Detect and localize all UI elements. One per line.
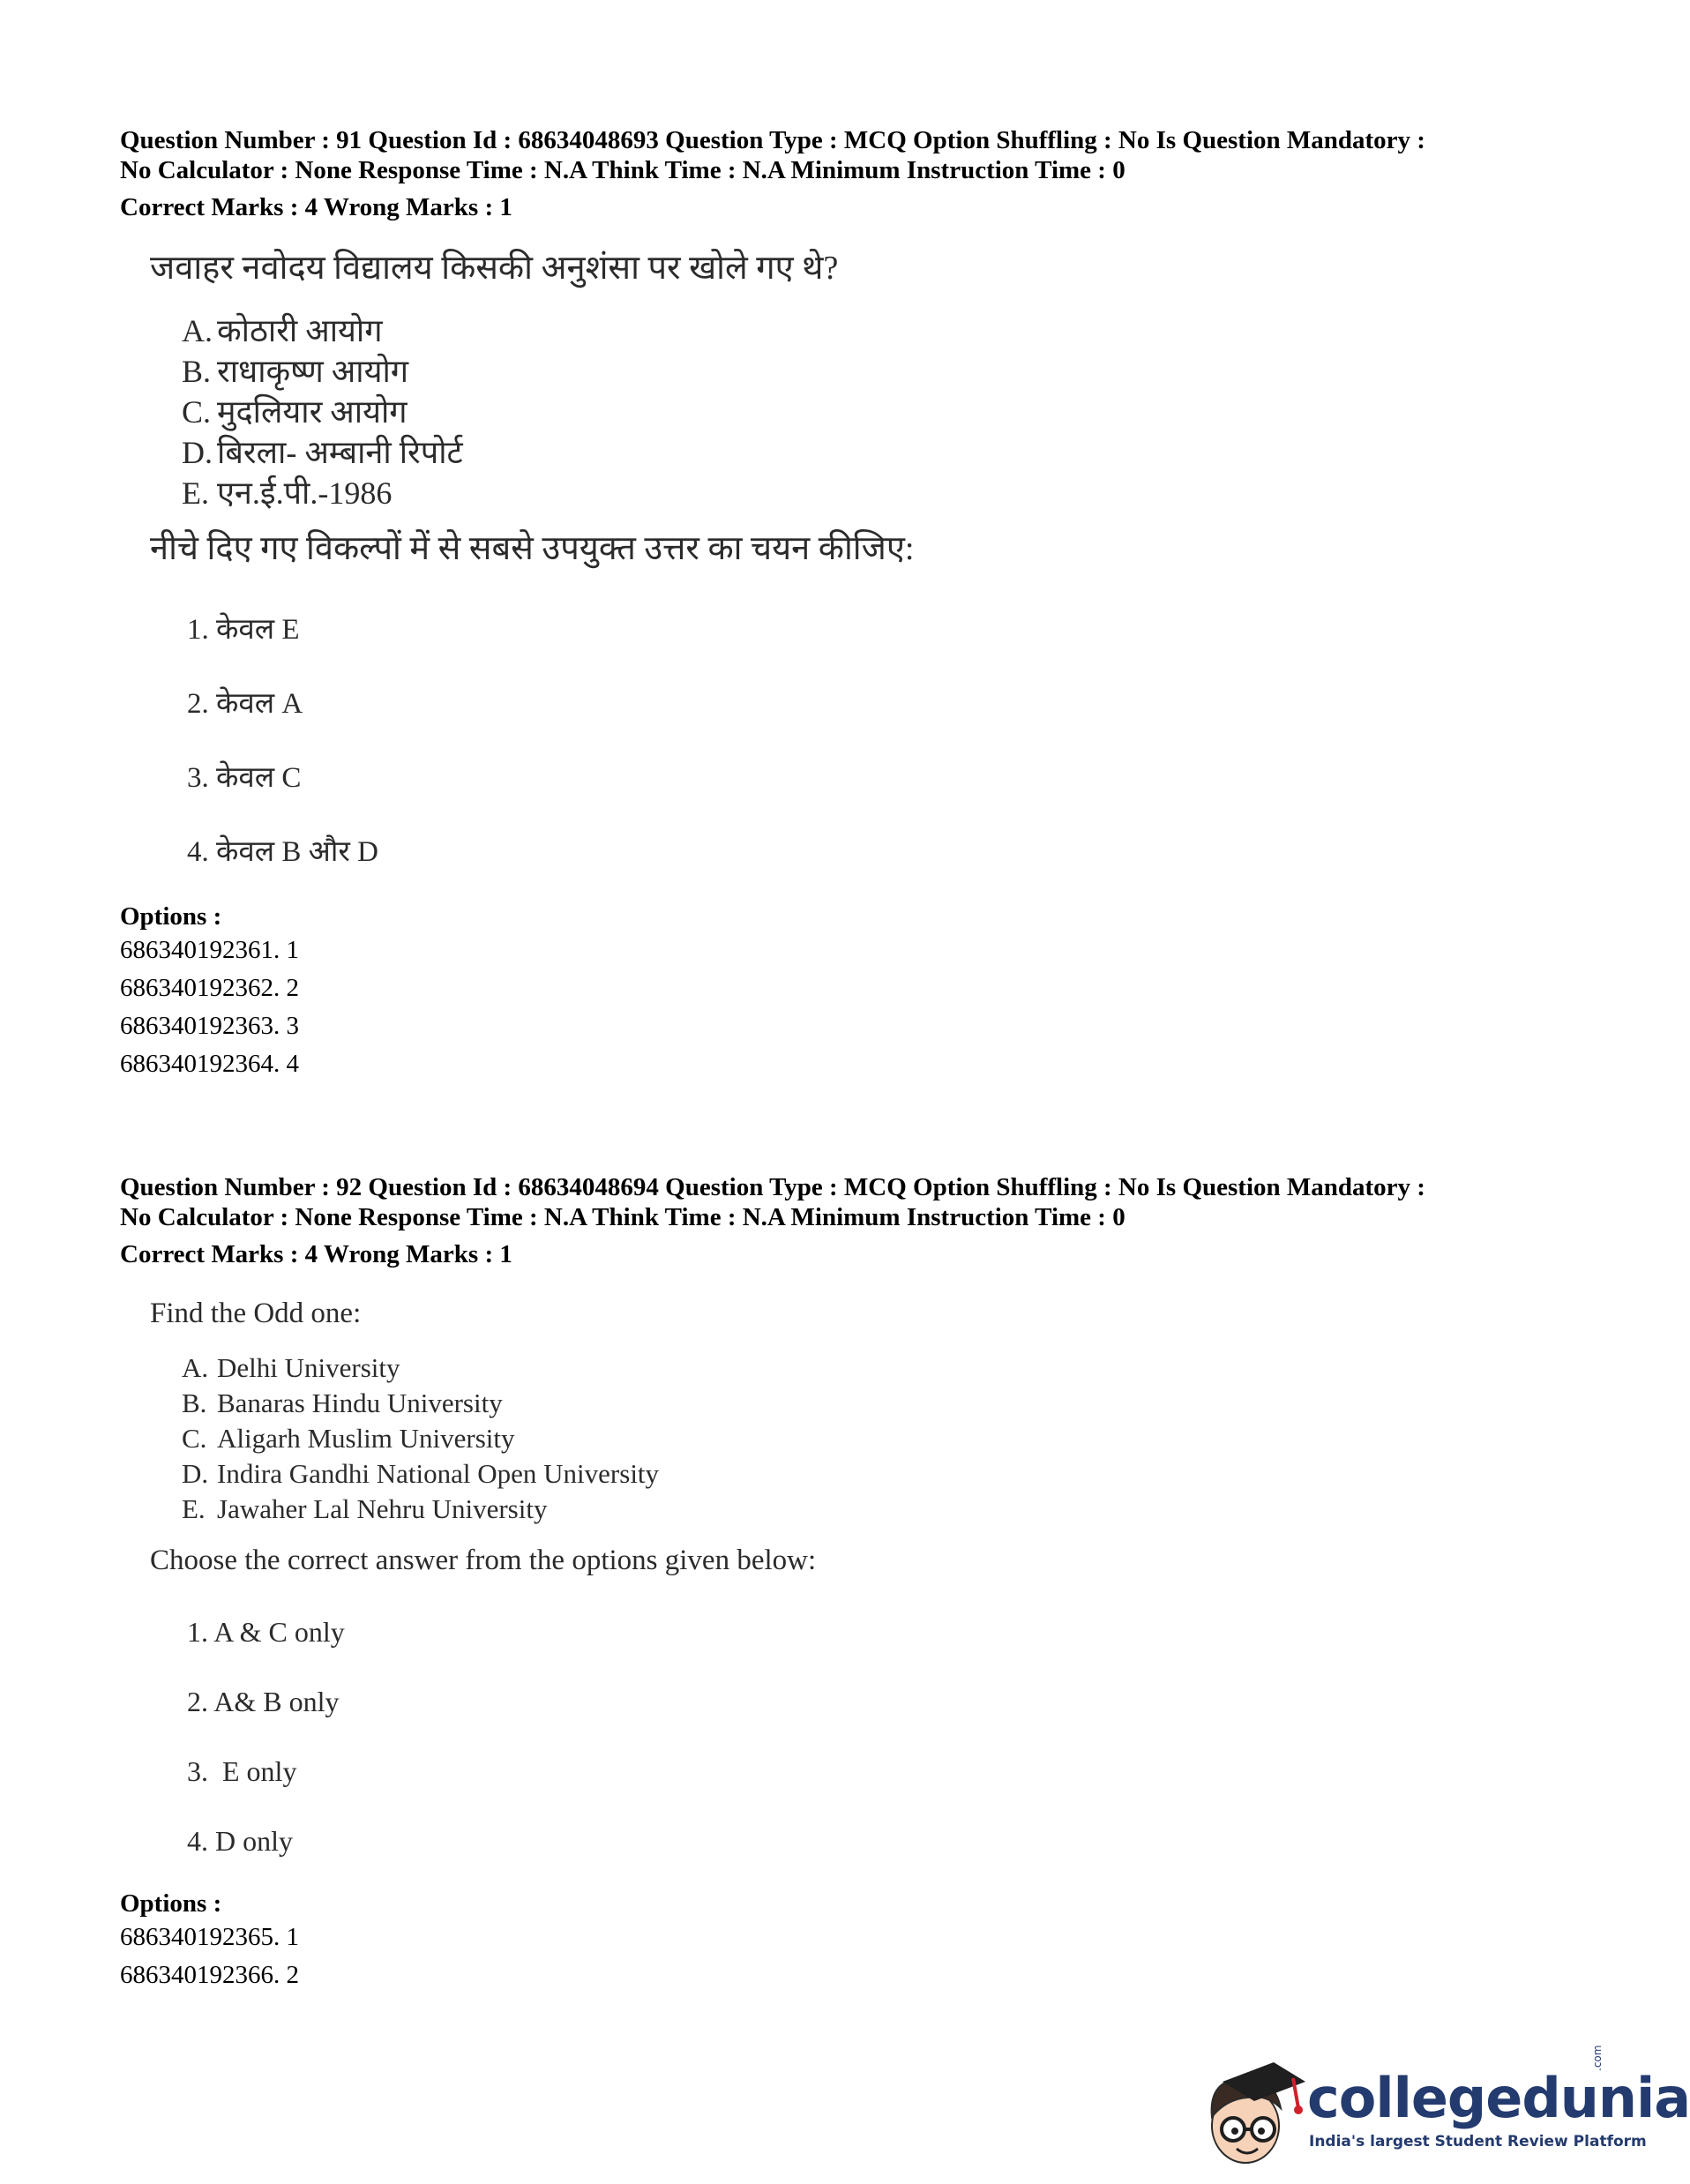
mascot-icon	[1196, 2055, 1311, 2179]
statement-item	[182, 1386, 1531, 1421]
question-instruction: नीचे दिए गए विकल्पों में से सबसे उपयुक्त उत्तर का चयन कीजिए:	[150, 530, 915, 567]
statement-item	[182, 1350, 1531, 1386]
statement-list	[182, 1350, 1531, 1527]
statement-item	[182, 473, 1531, 513]
logo-wordmark: collegedunia	[1307, 2066, 1690, 2130]
statement-text: Banaras Hindu University	[217, 1387, 503, 1418]
question-instruction: Choose the correct answer from the options given below:	[150, 1545, 817, 1576]
statement-letter: B.	[182, 354, 212, 389]
question-meta-line-1: Question Number : 92 Question Id : 68634048694 Question Type : MCQ Option Shuffling : No Is Question Mandatory :	[120, 1173, 1425, 1201]
question-image	[150, 1296, 1531, 1876]
statement-item	[182, 1456, 1531, 1492]
question-meta-line-1: Question Number : 91 Question Id : 68634048693 Question Type : MCQ Option Shuffling : No Is Question Mandatory :	[120, 126, 1425, 154]
question-stem: जवाहर नवोदय विद्यालय किसकी अनुशंसा पर खोले गए थे?	[150, 250, 839, 287]
statement-text: Delhi University	[217, 1352, 400, 1383]
statement-text: एन.ई.पी.-1986	[217, 475, 393, 511]
statement-item	[182, 1492, 1531, 1527]
statement-letter: E.	[182, 475, 209, 511]
statement-item	[182, 310, 1531, 351]
question-meta-line-2: No Calculator : None Response Time : N.A Think Time : N.A Minimum Instruction Time : 0	[120, 1203, 1125, 1231]
choice-item: 1. केवल E	[187, 614, 300, 646]
logo-com: .com	[1591, 2045, 1604, 2071]
options-block	[120, 901, 1531, 1083]
statement-item	[182, 1421, 1531, 1456]
statement-item	[182, 351, 1531, 392]
statement-letter: C.	[182, 394, 212, 430]
option-line: 686340192362. 2	[120, 974, 299, 1002]
statement-text: बिरला- अम्बानी रिपोर्ट	[217, 435, 463, 470]
statement-text: कोठारी आयोग	[217, 313, 383, 348]
choice-item: 4. D only	[187, 1825, 293, 1857]
choice-item: 1. A & C only	[187, 1616, 345, 1648]
option-line: 686340192365. 1	[120, 1923, 299, 1951]
choice-item: 3. E only	[187, 1755, 297, 1787]
statement-item	[182, 432, 1531, 473]
question-92	[120, 1172, 1531, 1994]
question-stem: Find the Odd one:	[150, 1298, 362, 1329]
statement-text: Indira Gandhi National Open University	[217, 1458, 660, 1489]
choice-list	[150, 1597, 1531, 1876]
statement-text: Jawaher Lal Nehru University	[217, 1493, 548, 1524]
statement-letter: A.	[182, 313, 213, 348]
choice-item: 2. A& B only	[187, 1686, 340, 1717]
statement-letter: D.	[182, 435, 213, 470]
statement-text: Aligarh Muslim University	[217, 1423, 515, 1454]
question-91	[120, 125, 1531, 1083]
marks-line: Correct Marks : 4 Wrong Marks : 1	[120, 193, 512, 221]
logo-tagline: India's largest Student Review Platform	[1309, 2133, 1647, 2150]
choice-item: 2. केवल A	[187, 688, 303, 720]
choice-list	[150, 593, 1531, 889]
statement-list	[182, 310, 1531, 513]
statement-text: मुदलियार आयोग	[217, 394, 408, 430]
statement-letter: E.	[182, 1493, 206, 1524]
statement-letter: A.	[182, 1352, 209, 1383]
choice-item: 4. केवल B और D	[187, 836, 378, 868]
statement-letter: D.	[182, 1458, 209, 1489]
statement-text: राधाकृष्ण आयोग	[217, 354, 409, 389]
statement-letter: C.	[182, 1423, 207, 1454]
option-line: 686340192364. 4	[120, 1050, 299, 1078]
choice-item: 3. केवल C	[187, 762, 302, 794]
collegedunia-logo	[1196, 2045, 1690, 2179]
options-block	[120, 1889, 1531, 1994]
options-title: Options :	[120, 1889, 222, 1918]
question-meta-line-2: No Calculator : None Response Time : N.A Think Time : N.A Minimum Instruction Time : 0	[120, 156, 1125, 184]
option-line: 686340192366. 2	[120, 1961, 299, 1989]
statement-letter: B.	[182, 1387, 207, 1418]
question-image	[150, 249, 1531, 889]
option-line: 686340192361. 1	[120, 936, 299, 964]
option-line: 686340192363. 3	[120, 1012, 299, 1040]
options-title: Options :	[120, 902, 222, 931]
marks-line: Correct Marks : 4 Wrong Marks : 1	[120, 1240, 512, 1268]
statement-item	[182, 392, 1531, 432]
